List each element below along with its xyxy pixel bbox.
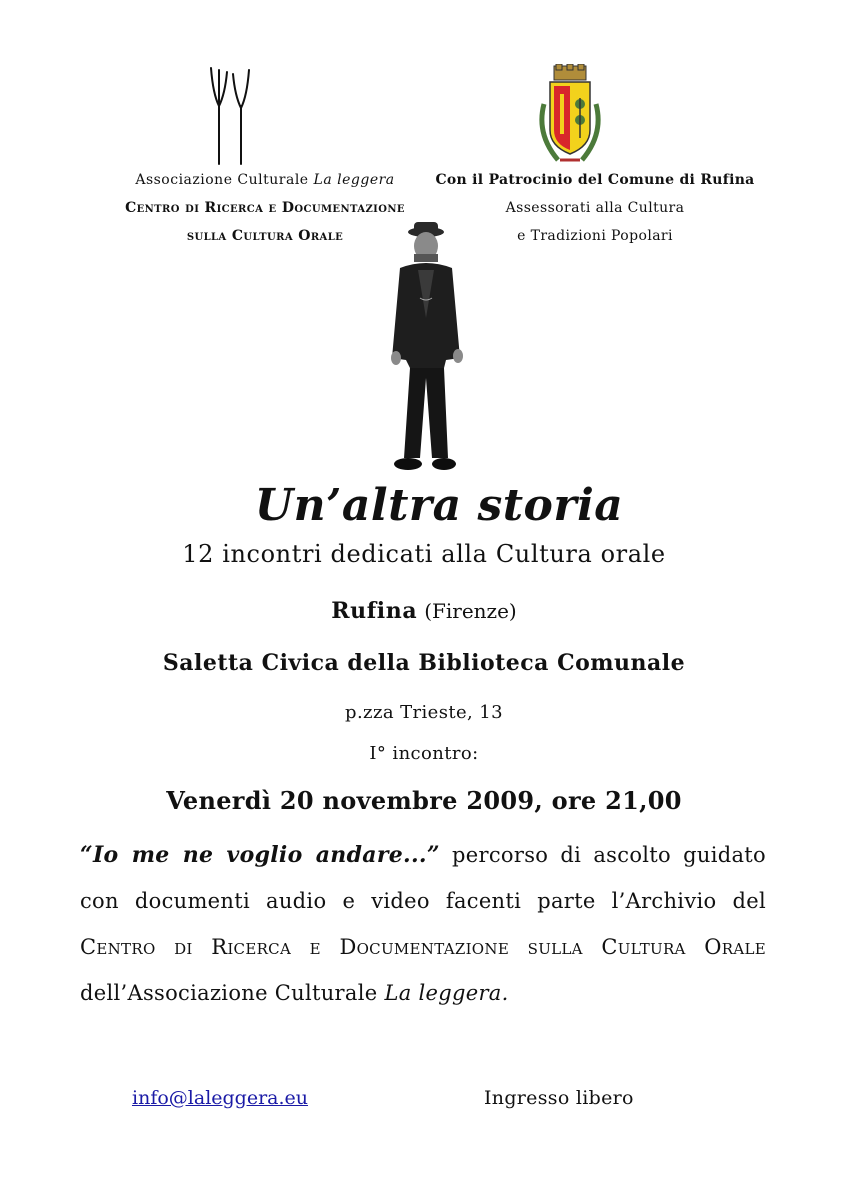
event-location (0, 598, 848, 624)
association-italic-name: La leggera (313, 172, 395, 188)
event-title: Un’altra storia (254, 480, 624, 531)
centro-line: Centro di Ricerca e Documentazione (125, 200, 405, 216)
description-part2: dell’Associazione Culturale (80, 981, 385, 1005)
patronage-line: Con il Patrocinio del Comune di Rufina (435, 172, 755, 188)
event-description (80, 832, 766, 1016)
assessorati-line: Assessorati alla Cultura (505, 200, 685, 216)
tradizioni-line: e Tradizioni Popolari (517, 228, 673, 244)
municipal-crest-icon (530, 64, 610, 168)
historic-man-photo (382, 218, 470, 480)
event-subtitle: 12 incontri dedicati alla Cultura orale (182, 540, 666, 568)
association-name: Associazione Culturale La leggera (135, 172, 395, 188)
description-part1: percorso di ascolto guidato con documenti audio e video facenti parte l’Archivio del (80, 843, 766, 913)
email-link[interactable]: info@laleggera.eu (132, 1087, 309, 1109)
meeting-number: I° incontro: (369, 743, 479, 764)
description-assoc-name: La leggera (384, 981, 502, 1005)
description-quote: “Io me ne voglio andare...” (80, 842, 440, 868)
free-entry-text: Ingresso libero (484, 1087, 634, 1109)
town-name: Rufina (331, 598, 418, 624)
description-centro: Centro di Ricerca e Documentazione sulla Cultura Orale (80, 935, 766, 959)
province-name: (Firenze) (424, 599, 517, 623)
event-date: Venerdì 20 novembre 2009, ore 21,00 (166, 786, 682, 815)
venue-name: Saletta Civica della Biblioteca Comunale (162, 650, 686, 676)
sulla-line: sulla Cultura Orale (186, 228, 344, 244)
description-end: . (501, 981, 509, 1005)
venue-address: p.zza Trieste, 13 (345, 702, 503, 723)
pitchfork-logo-icon (205, 66, 261, 166)
